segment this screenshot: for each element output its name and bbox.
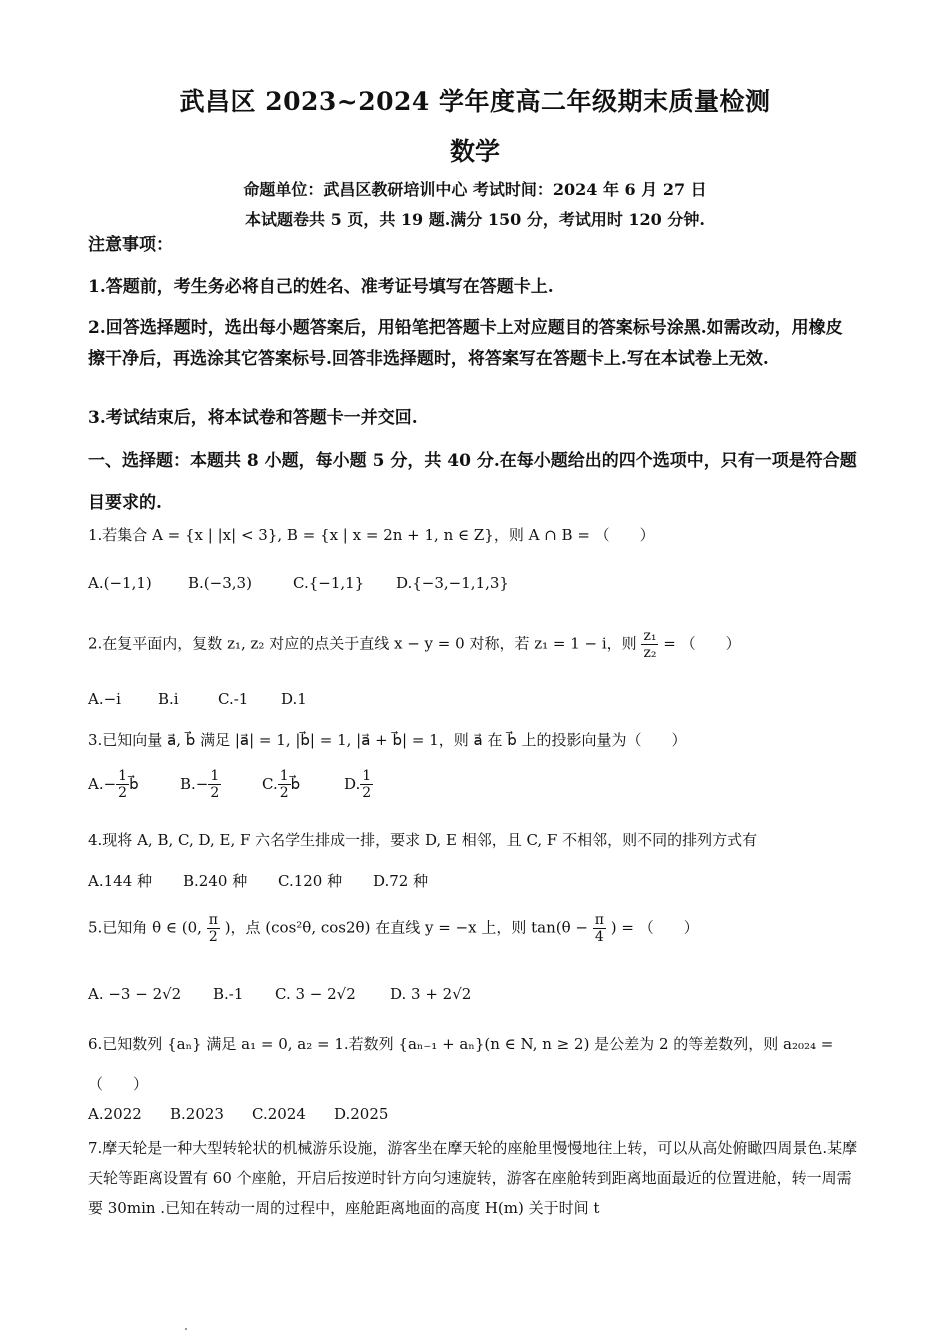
option-a-vector: b⃗ <box>129 774 139 793</box>
frac-numerator: z₁ <box>643 628 657 644</box>
option-a-label: A.− <box>88 774 117 793</box>
frac-numerator: 1 <box>210 768 220 784</box>
option-d: D.72 种 <box>373 872 429 890</box>
note-item-1: 1.答题前，考生务必将自己的姓名、准考证号填写在答题卡上. <box>88 277 554 297</box>
frac-denominator: 2 <box>118 785 128 801</box>
question-4-stem: 4.现将 A, B, C, D, E, F 六名学生排成一排，要求 D, E 相邻，且 C, F 不相邻，则不同的排列方式有 <box>88 831 758 849</box>
option-c: C.120 种 <box>278 872 343 890</box>
option-c: C. 3 − 2√2 <box>275 985 356 1003</box>
fraction-z1-over-z2 <box>641 628 658 661</box>
option-c-vector: b⃗ <box>290 774 301 793</box>
frac-denominator: 2 <box>279 785 289 801</box>
option-b-label: B.− <box>180 774 209 793</box>
option-c-label: C. <box>262 774 278 793</box>
fraction-pi-over-4 <box>593 912 606 945</box>
question-6-stem-paren: （ ） <box>88 1075 149 1093</box>
option-a: A.144 种 <box>88 872 152 890</box>
option-a: A.(−1,1) <box>88 574 152 592</box>
question-5-text-c: ) = （ ） <box>610 918 699 937</box>
option-b: B.i <box>158 690 179 708</box>
frac-numerator: 1 <box>279 768 289 784</box>
fraction-one-half <box>278 768 291 801</box>
option-a <box>88 768 180 801</box>
exam-info-line1: 命题单位：武昌区教研培训中心 考试时间：2024 年 6 月 27 日 <box>243 180 707 199</box>
option-b: B.240 种 <box>183 872 248 890</box>
fraction-one-half <box>360 768 373 801</box>
question-4-options <box>88 870 868 891</box>
question-5-text-b: )，点 (cos²θ, cos2θ) 在直线 y = −x 上，则 tan(θ − <box>224 918 588 937</box>
option-b <box>180 768 262 801</box>
section-heading: 一、选择题：本题共 8 小题，每小题 5 分，共 40 分.在每小题给出的四个选项中，只有一项是符合题目要求的. <box>88 451 857 513</box>
option-c: C.-1 <box>218 690 249 708</box>
option-d: D.2025 <box>334 1105 389 1123</box>
frac-numerator: 1 <box>118 768 128 784</box>
exam-title: 武昌区 2023~2024 学年度高二年级期末质量检测 <box>179 87 771 116</box>
option-d: D. 3 + 2√2 <box>390 985 472 1003</box>
option-b: B.-1 <box>213 985 244 1003</box>
question-5-stem <box>88 912 868 945</box>
option-d-label: D. <box>344 774 361 793</box>
question-6-stem: 6.已知数列 {aₙ} 满足 a₁ = 0, a₂ = 1.若数列 {aₙ₋₁ + aₙ}(n ∈ N, n ≥ 2) 是公差为 2 的等差数列，则 a₂₀₂₄ = <box>88 1035 834 1053</box>
exam-info-line2: 本试题卷共 5 页，共 19 题.满分 150 分，考试用时 120 分钟. <box>245 210 705 229</box>
frac-denominator: 2 <box>210 785 220 801</box>
question-5-options <box>88 985 868 1003</box>
option-b: B.2023 <box>170 1105 224 1123</box>
option-d: D.1 <box>281 690 307 708</box>
question-2-text: 2.在复平面内，复数 z₁, z₂ 对应的点关于直线 x − y = 0 对称，若 z₁ = 1 − i，则 <box>88 634 637 653</box>
subject-title: 数学 <box>449 137 500 166</box>
notes-heading: 注意事项： <box>88 235 173 255</box>
option-a: A.−i <box>88 690 121 708</box>
option-d <box>344 768 373 801</box>
option-c <box>262 768 344 801</box>
question-7-stem: 7.摩天轮是一种大型转轮状的机械游乐设施，游客坐在摩天轮的座舱里慢慢地往上转，可以从高处俯瞰四周景色.某摩天轮等距离设置有 60 个座舱，开启后按逆时针方向匀速旋转，游客在座舱转到距离地面最近的位置进舱，转一周需要 30min .已知在转动一周的过程中，座舱距离地面的高度 H(m) 关于时间 t <box>88 1139 858 1217</box>
option-c: C.2024 <box>252 1105 306 1123</box>
option-c: C.{−1,1} <box>293 574 365 592</box>
fraction-pi-over-2 <box>207 912 220 945</box>
frac-numerator: 1 <box>362 768 372 784</box>
question-3-stem: 3.已知向量 a⃗, b⃗ 满足 |a⃗| = 1, |b⃗| = 1, |a⃗ + b⃗| = 1，则 a⃗ 在 b⃗ 上的投影向量为（ ） <box>88 731 687 749</box>
frac-numerator: π <box>208 912 218 928</box>
note-item-2: 2.回答选择题时，选出每小题答案后，用铅笔把答题卡上对应题目的答案标号涂黑.如需改动，用橡皮擦干净后，再选涂其它答案标号.回答非选择题时，将答案写在答题卡上.写在本试卷上无效. <box>88 318 843 369</box>
question-2-stem <box>88 628 868 661</box>
note-item-3: 3.考试结束后，将本试卷和答题卡一并交回. <box>88 408 418 428</box>
question-3-options <box>88 768 868 801</box>
frac-denominator: 4 <box>594 929 604 945</box>
scan-dot <box>185 1328 187 1330</box>
frac-denominator: 2 <box>362 785 372 801</box>
question-5-text-a: 5.已知角 θ ∈ (0, <box>88 918 202 937</box>
option-a: A.2022 <box>88 1105 142 1123</box>
option-b: B.(−3,3) <box>188 574 252 592</box>
question-1-options <box>88 574 868 592</box>
frac-numerator: π <box>594 912 604 928</box>
frac-denominator: 2 <box>208 929 218 945</box>
option-d: D.{−3,−1,1,3} <box>396 574 509 592</box>
frac-denominator: z₂ <box>643 645 657 661</box>
question-1-stem: 1.若集合 A = {x | |x| < 3}, B = {x | x = 2n + 1, n ∈ Z}，则 A ∩ B = （ ） <box>88 526 655 544</box>
fraction-one-half <box>116 768 129 801</box>
option-a: A. −3 − 2√2 <box>88 985 182 1003</box>
question-2-options <box>88 690 868 708</box>
question-6-options <box>88 1105 868 1123</box>
question-2-tail: = （ ） <box>663 634 741 653</box>
fraction-one-half <box>208 768 221 801</box>
